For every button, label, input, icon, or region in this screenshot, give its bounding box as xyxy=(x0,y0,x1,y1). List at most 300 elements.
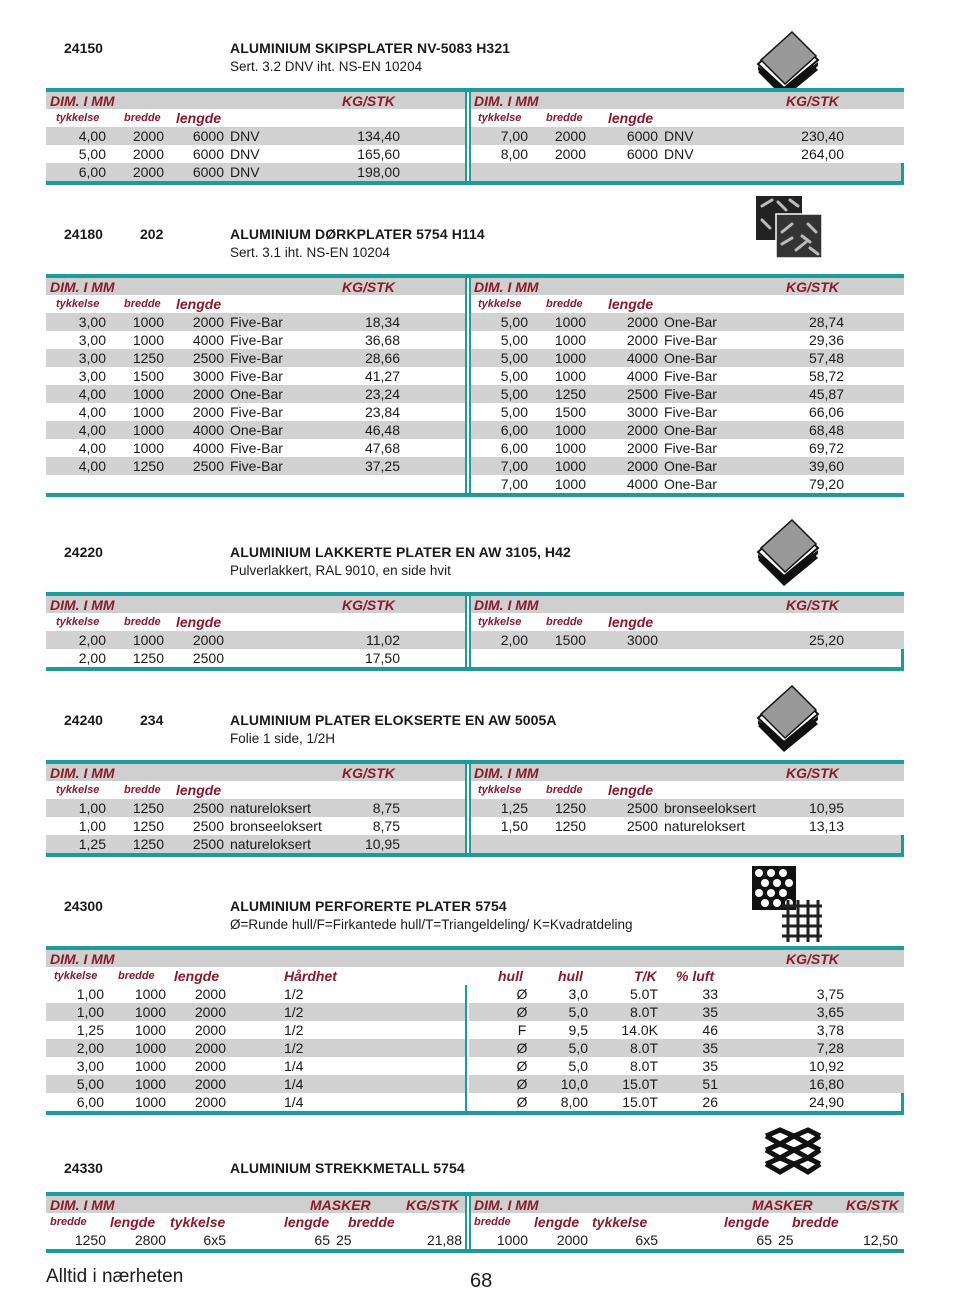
product-code-secondary: 202 xyxy=(140,226,164,242)
length: 6000 xyxy=(192,146,224,162)
mesh-width: 25 xyxy=(778,1232,794,1248)
column-divider xyxy=(465,799,471,817)
pitch: 15.0T xyxy=(622,1094,658,1110)
hardness: 1/2 xyxy=(284,986,304,1002)
hole-type: Ø xyxy=(516,1004,528,1020)
table-row xyxy=(46,313,904,331)
weight: 46,48 xyxy=(364,422,400,438)
length: 2000 xyxy=(626,458,658,474)
thickness: 7,00 xyxy=(500,476,528,492)
masker-header: MASKER xyxy=(752,1197,813,1213)
weight: 28,74 xyxy=(808,314,844,330)
length: 2000 xyxy=(194,1040,226,1056)
lengde-header: lengde xyxy=(608,296,654,312)
bredde-header: bredde xyxy=(118,970,155,982)
variant: Five-Bar xyxy=(664,368,717,384)
lengde-header: lengde xyxy=(608,110,654,126)
column-divider xyxy=(465,349,471,367)
weight: 45,87 xyxy=(808,386,844,402)
variant: bronseeloksert xyxy=(664,800,756,816)
column-divider xyxy=(465,439,471,457)
length: 2000 xyxy=(192,386,224,402)
table-row xyxy=(46,835,904,853)
product-title: ALUMINIUM DØRKPLATER 5754 H114 xyxy=(230,226,485,242)
bredde-header: bredde xyxy=(474,1216,511,1228)
width: 1000 xyxy=(554,332,586,348)
footer-slogan: Alltid i nærheten xyxy=(46,1266,184,1287)
length: 6000 xyxy=(626,128,658,144)
column-divider xyxy=(465,985,469,1003)
width: 2000 xyxy=(132,146,164,162)
length: 2500 xyxy=(626,800,658,816)
width: 1500 xyxy=(554,632,586,648)
section-24300 xyxy=(0,888,960,1110)
weight: 24,90 xyxy=(808,1094,844,1110)
column-divider xyxy=(465,109,471,127)
width: 1250 xyxy=(554,386,586,402)
weight: 47,68 xyxy=(364,440,400,456)
sheet-plate-icon xyxy=(752,680,824,760)
column-divider xyxy=(465,1093,469,1111)
lengde-header: lengde xyxy=(534,1214,580,1230)
product-code: 24220 xyxy=(64,544,103,560)
hole-type: Ø xyxy=(516,1094,528,1110)
variant: DNV xyxy=(230,146,260,162)
hole-type: Ø xyxy=(516,1076,528,1092)
product-title: ALUMINIUM LAKKERTE PLATER EN AW 3105, H42 xyxy=(230,544,571,560)
table-24150 xyxy=(46,88,904,185)
thickness: 4,00 xyxy=(78,458,106,474)
length: 4000 xyxy=(626,350,658,366)
length: 4000 xyxy=(192,440,224,456)
width: 1000 xyxy=(132,332,164,348)
open-area-header: % luft xyxy=(676,968,715,984)
thickness: 6,00 xyxy=(500,440,528,456)
width: 1000 xyxy=(134,1094,166,1110)
thickness: 6x5 xyxy=(635,1232,658,1248)
thickness: 5,00 xyxy=(78,146,106,162)
thickness: 1,00 xyxy=(78,800,106,816)
table-row xyxy=(46,385,904,403)
weight: 69,72 xyxy=(808,440,844,456)
table-row xyxy=(46,331,904,349)
tykkelse-header: tykkelse xyxy=(592,1214,648,1230)
tykkelse-header: tykkelse xyxy=(56,784,100,796)
hardness: 1/2 xyxy=(284,1004,304,1020)
tykkelse-header: tykkelse xyxy=(478,616,522,628)
table-24330 xyxy=(46,1192,904,1253)
column-divider xyxy=(465,295,471,313)
length: 2000 xyxy=(192,314,224,330)
open-area: 35 xyxy=(702,1058,718,1074)
column-divider xyxy=(465,421,471,439)
table-row xyxy=(46,145,904,163)
variant: Five-Bar xyxy=(230,314,283,330)
kg-header: KG/STK xyxy=(406,1197,459,1213)
lengde-header: lengde xyxy=(608,782,654,798)
kg-header: KG/STK xyxy=(846,1197,899,1213)
open-area: 33 xyxy=(702,986,718,1002)
lengde-header: lengde xyxy=(110,1214,156,1230)
length: 2000 xyxy=(556,1232,588,1248)
bredde-header: bredde xyxy=(546,298,583,310)
lengde-header: lengde xyxy=(174,968,220,984)
width: 2000 xyxy=(554,128,586,144)
width: 1000 xyxy=(134,986,166,1002)
weight: 18,34 xyxy=(364,314,400,330)
variant: Five-Bar xyxy=(230,350,283,366)
length: 2000 xyxy=(194,1058,226,1074)
column-divider xyxy=(465,1021,469,1039)
thickness: 5,00 xyxy=(500,404,528,420)
column-divider xyxy=(465,649,471,667)
pitch: 15.0T xyxy=(622,1076,658,1092)
tykkelse-header: tykkelse xyxy=(170,1214,226,1230)
variant: Five-Bar xyxy=(230,332,283,348)
table-row xyxy=(46,403,904,421)
thickness: 2,00 xyxy=(76,1040,104,1056)
product-subtitle: Folie 1 side, 1/2H xyxy=(230,731,336,746)
table-header-row xyxy=(46,278,904,295)
weight: 39,60 xyxy=(808,458,844,474)
variant: DNV xyxy=(664,128,694,144)
table-right-rule xyxy=(901,835,904,853)
thickness: 3,00 xyxy=(78,368,106,384)
thickness: 3,00 xyxy=(78,350,106,366)
table-subheader-row xyxy=(46,613,904,631)
thickness: 4,00 xyxy=(78,440,106,456)
dim-header: DIM. I MM xyxy=(474,1197,539,1213)
lengde-header: lengde xyxy=(176,782,222,798)
variant: DNV xyxy=(664,146,694,162)
open-area: 46 xyxy=(702,1022,718,1038)
hole-size: 9,5 xyxy=(568,1022,588,1038)
length: 6000 xyxy=(626,146,658,162)
open-area: 26 xyxy=(702,1094,718,1110)
weight: 165,60 xyxy=(357,146,400,162)
mesh-length: 65 xyxy=(756,1232,772,1248)
weight: 23,24 xyxy=(364,386,400,402)
thickness: 1,00 xyxy=(76,986,104,1002)
dim-header: DIM. I MM xyxy=(474,597,539,613)
table-row xyxy=(46,349,904,367)
width: 1000 xyxy=(554,368,586,384)
length: 2500 xyxy=(192,818,224,834)
column-divider xyxy=(465,127,471,145)
table-header-row xyxy=(46,950,904,967)
variant: Five-Bar xyxy=(230,458,283,474)
width: 1000 xyxy=(554,458,586,474)
lengde-header: lengde xyxy=(176,296,222,312)
length: 2000 xyxy=(626,440,658,456)
table-24240 xyxy=(46,760,904,857)
width: 1000 xyxy=(134,1022,166,1038)
weight: 10,92 xyxy=(808,1058,844,1074)
weight: 11,02 xyxy=(366,632,400,648)
column-divider xyxy=(465,145,471,163)
length: 4000 xyxy=(192,332,224,348)
product-title: ALUMINIUM SKIPSPLATER NV-5083 H321 xyxy=(230,40,511,56)
variant: natureloksert xyxy=(230,800,311,816)
lengde-header: lengde xyxy=(608,614,654,630)
dim-header: DIM. I MM xyxy=(474,93,539,109)
dim-header: DIM. I MM xyxy=(50,1197,115,1213)
bredde-header: bredde xyxy=(124,784,161,796)
mesh-length: 65 xyxy=(314,1232,330,1248)
dim-header: DIM. I MM xyxy=(50,951,115,967)
column-divider xyxy=(465,613,471,631)
section-24180 xyxy=(0,216,960,492)
column-divider xyxy=(465,835,471,853)
thickness: 6x5 xyxy=(203,1232,226,1248)
column-divider xyxy=(465,403,471,421)
weight: 3,65 xyxy=(816,1004,844,1020)
thickness: 1,50 xyxy=(500,818,528,834)
hole-size: 5,0 xyxy=(568,1004,588,1020)
length: 4000 xyxy=(626,476,658,492)
width: 1250 xyxy=(132,650,164,666)
table-row xyxy=(46,1075,904,1093)
weight: 13,13 xyxy=(808,818,844,834)
weight: 230,40 xyxy=(801,128,844,144)
weight: 10,95 xyxy=(808,800,844,816)
weight: 68,48 xyxy=(808,422,844,438)
table-header-row xyxy=(46,1196,904,1213)
table-row xyxy=(46,799,904,817)
width: 1000 xyxy=(496,1232,528,1248)
weight: 58,72 xyxy=(808,368,844,384)
width: 1250 xyxy=(132,350,164,366)
thickness: 1,25 xyxy=(76,1022,104,1038)
dim-header: DIM. I MM xyxy=(474,765,539,781)
section-24150 xyxy=(0,30,960,180)
column-divider xyxy=(465,475,471,493)
length: 3000 xyxy=(626,632,658,648)
variant: DNV xyxy=(230,128,260,144)
tykkelse-header: tykkelse xyxy=(56,112,100,124)
length: 2000 xyxy=(626,332,658,348)
product-code: 24300 xyxy=(64,898,103,914)
masker-header: MASKER xyxy=(310,1197,371,1213)
thickness: 5,00 xyxy=(76,1076,104,1092)
column-divider xyxy=(465,163,471,181)
table-row xyxy=(46,1057,904,1075)
weight: 10,95 xyxy=(364,836,400,852)
weight: 134,40 xyxy=(357,128,400,144)
thickness: 3,00 xyxy=(78,332,106,348)
weight: 23,84 xyxy=(364,404,400,420)
width: 1250 xyxy=(132,458,164,474)
width: 1000 xyxy=(134,1058,166,1074)
variant: Five-Bar xyxy=(664,440,717,456)
pitch: 8.0T xyxy=(629,1004,658,1020)
length: 2500 xyxy=(626,818,658,834)
tykkelse-header: tykkelse xyxy=(56,616,100,628)
weight: 17,50 xyxy=(364,650,400,666)
weight: 12,50 xyxy=(862,1232,898,1248)
weight: 21,88 xyxy=(426,1232,462,1248)
weight: 16,80 xyxy=(808,1076,844,1092)
table-24300 xyxy=(46,946,904,1115)
table-right-rule xyxy=(901,163,904,181)
table-subheader-row xyxy=(46,109,904,127)
length: 2500 xyxy=(626,386,658,402)
width: 1250 xyxy=(74,1232,106,1248)
hardness-header: Hårdhet xyxy=(284,968,337,984)
open-area: 51 xyxy=(702,1076,718,1092)
bredde-header: bredde xyxy=(546,784,583,796)
weight: 57,48 xyxy=(808,350,844,366)
width: 2000 xyxy=(132,164,164,180)
thickness: 5,00 xyxy=(500,368,528,384)
length: 2000 xyxy=(194,1076,226,1092)
column-divider xyxy=(465,817,471,835)
hole-size: 8,00 xyxy=(560,1094,588,1110)
weight: 7,28 xyxy=(816,1040,844,1056)
bredde-header: bredde xyxy=(546,112,583,124)
tykkelse-header: tykkelse xyxy=(54,970,98,982)
kg-header: KG/STK xyxy=(786,765,839,781)
kg-header: KG/STK xyxy=(786,951,839,967)
thickness: 6,00 xyxy=(78,164,106,180)
weight: 264,00 xyxy=(801,146,844,162)
weight: 25,20 xyxy=(808,632,844,648)
table-row xyxy=(46,817,904,835)
table-subheader-row xyxy=(46,295,904,313)
product-code: 24180 xyxy=(64,226,103,242)
table-right-rule xyxy=(901,1093,904,1111)
variant: One-Bar xyxy=(664,476,717,492)
length: 6000 xyxy=(192,128,224,144)
width: 1000 xyxy=(132,440,164,456)
kg-header: KG/STK xyxy=(786,93,839,109)
hole-size: 10,0 xyxy=(560,1076,588,1092)
bredde-header: bredde xyxy=(50,1216,87,1228)
column-divider xyxy=(465,781,471,799)
pitch: 8.0T xyxy=(629,1040,658,1056)
column-divider xyxy=(465,596,471,613)
pitch: 5.0T xyxy=(629,986,658,1002)
length: 2800 xyxy=(134,1232,166,1248)
thickness: 2,00 xyxy=(500,632,528,648)
table-row xyxy=(46,367,904,385)
product-subtitle: Sert. 3.2 DNV iht. NS-EN 10204 xyxy=(230,59,423,74)
table-header-row xyxy=(46,596,904,613)
length: 4000 xyxy=(626,368,658,384)
table-bottom-rule xyxy=(46,1249,904,1253)
open-area: 35 xyxy=(702,1004,718,1020)
table-24220 xyxy=(46,592,904,671)
width: 1000 xyxy=(554,350,586,366)
bredde-header: bredde xyxy=(792,1214,839,1230)
length: 2500 xyxy=(192,836,224,852)
weight: 66,06 xyxy=(808,404,844,420)
width: 1250 xyxy=(132,818,164,834)
kg-header: KG/STK xyxy=(786,279,839,295)
variant: Five-Bar xyxy=(230,404,283,420)
hole-size-header: hull xyxy=(558,968,583,984)
thickness: 1,25 xyxy=(78,836,106,852)
column-divider xyxy=(465,457,471,475)
column-divider xyxy=(465,1057,469,1075)
table-row xyxy=(46,421,904,439)
column-divider xyxy=(465,92,471,109)
dim-header: DIM. I MM xyxy=(50,279,115,295)
thickness: 2,00 xyxy=(78,650,106,666)
product-title: ALUMINIUM PLATER ELOKSERTE EN AW 5005A xyxy=(230,712,557,728)
thickness: 5,00 xyxy=(500,332,528,348)
lengde-header: lengde xyxy=(284,1214,330,1230)
weight: 3,78 xyxy=(816,1022,844,1038)
thickness: 3,00 xyxy=(78,314,106,330)
width: 1000 xyxy=(554,440,586,456)
length: 3000 xyxy=(192,368,224,384)
weight: 28,66 xyxy=(364,350,400,366)
thickness: 5,00 xyxy=(500,350,528,366)
width: 1000 xyxy=(554,422,586,438)
table-row xyxy=(46,457,904,475)
column-divider xyxy=(465,1231,471,1249)
variant: One-Bar xyxy=(664,422,717,438)
column-divider xyxy=(465,331,471,349)
width: 1000 xyxy=(132,386,164,402)
product-code-secondary: 234 xyxy=(140,712,164,728)
length: 2000 xyxy=(194,986,226,1002)
hole-type: Ø xyxy=(516,1058,528,1074)
variant: One-Bar xyxy=(664,314,717,330)
weight: 8,75 xyxy=(372,800,400,816)
open-area: 35 xyxy=(702,1040,718,1056)
hole-type-header: hull xyxy=(498,968,523,984)
thickness: 7,00 xyxy=(500,458,528,474)
product-code: 24240 xyxy=(64,712,103,728)
sheet-plate-icon xyxy=(752,514,824,594)
table-header-row xyxy=(46,92,904,109)
hardness: 1/4 xyxy=(284,1058,304,1074)
bredde-header: bredde xyxy=(124,112,161,124)
product-code: 24330 xyxy=(64,1160,103,1176)
hole-type: F xyxy=(517,1022,527,1038)
column-divider xyxy=(465,1075,469,1093)
thickness: 5,00 xyxy=(500,386,528,402)
width: 1250 xyxy=(554,800,586,816)
width: 1000 xyxy=(134,1076,166,1092)
hardness: 1/4 xyxy=(284,1076,304,1092)
dim-header: DIM. I MM xyxy=(50,597,115,613)
column-divider xyxy=(465,1196,471,1213)
table-row xyxy=(46,631,904,649)
thickness: 6,00 xyxy=(500,422,528,438)
perforated-plate-icon xyxy=(752,866,824,946)
table-header-row xyxy=(46,764,904,781)
table-subheader-row xyxy=(46,967,904,985)
hole-size: 3,0 xyxy=(568,986,588,1002)
table-row xyxy=(46,127,904,145)
pitch: 8.0T xyxy=(629,1058,658,1074)
table-row xyxy=(46,1093,904,1111)
hole-size: 5,0 xyxy=(568,1040,588,1056)
weight: 79,20 xyxy=(808,476,844,492)
bredde-header: bredde xyxy=(124,298,161,310)
lengde-header: lengde xyxy=(176,614,222,630)
thickness: 5,00 xyxy=(500,314,528,330)
length: 3000 xyxy=(626,404,658,420)
section-24330 xyxy=(0,1150,960,1248)
column-divider xyxy=(465,385,471,403)
table-row xyxy=(46,1003,904,1021)
product-title: ALUMINIUM PERFORERTE PLATER 5754 xyxy=(230,898,507,914)
variant: bronseeloksert xyxy=(230,818,322,834)
